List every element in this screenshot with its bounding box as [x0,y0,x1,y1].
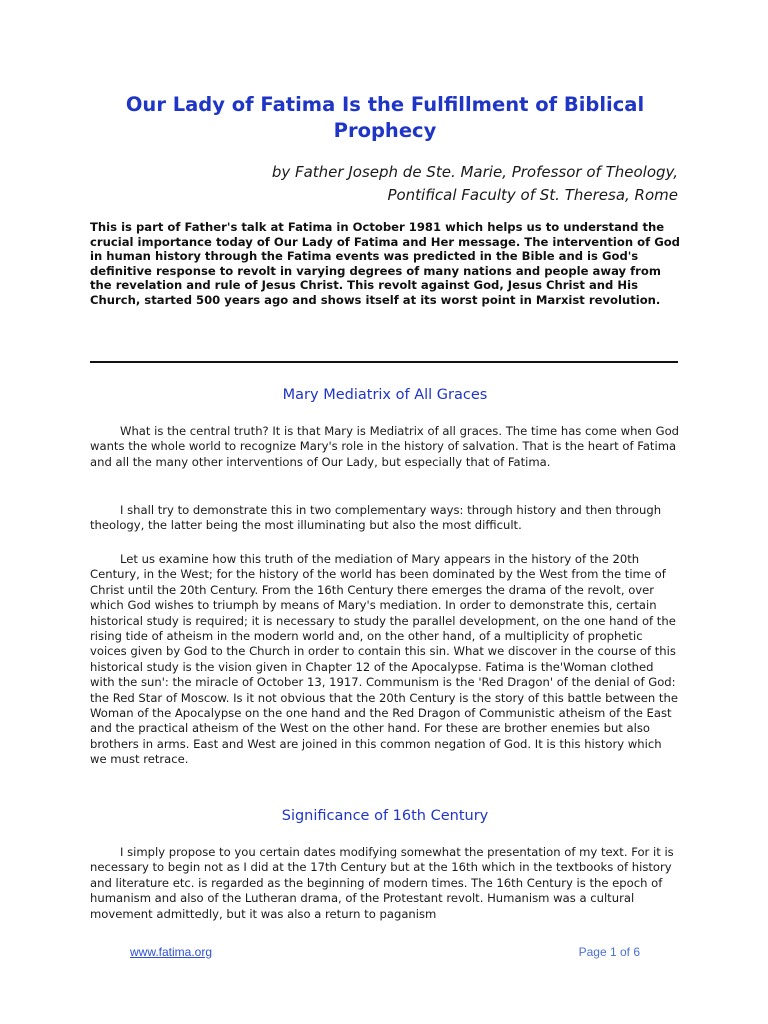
footer-website-link[interactable]: www.fatima.org [130,945,213,959]
horizontal-divider [90,361,678,363]
body-paragraph: I shall try to demonstrate this in two complementary ways: through history and then through theology, the latter being the most illuminating but also the most difficult. [90,503,662,533]
byline-line-2: Pontifical Faculty of St. Theresa, Rome [387,186,678,204]
intro-summary: This is part of Father's talk at Fatima in October 1981 which helps us to understand the crucial importance today of Our Lady of Fatima and Her message. The intervention of God in human history through the Fatima events was predicted in the Bible and is God's definitive response to revolt in varying degrees of many nations and people away from the revelation and rule of Jesus Christ. This revolt against God, Jesus Christ and His Church, started 500 years ago and shows itself at its worst point in Marxist revolution. [90,220,680,307]
page-number: Page 1 of 6 [578,945,640,959]
section-heading-mary-mediatrix: Mary Mediatrix of All Graces [282,387,488,403]
body-paragraph: I simply propose to you certain dates modifying somewhat the presentation of my text. For it is necessary to begin not as I did at the 17th Century but at the 16th which in the textbooks of history and literature etc. is regarded as the beginning of modern times. The 16th Century is the epoch of humanism and also of the Lutheran drama, of the Protestant revolt. Humanism was a cultural movement admittedly, but it was also a return to paganism [90,845,674,921]
body-paragraph: What is the central truth? It is that Mary is Mediatrix of all graces. The time has come when God wants the whole world to recognize Mary's role in the history of salvation. That is the heart of Fatima and all the many other interventions of Our Lady, but especially that of Fatima. [90,424,680,469]
page-title: Our Lady of Fatima Is the Fulfillment of Biblical Prophecy [125,93,645,142]
byline [118,161,678,207]
byline-line-1: by Father Joseph de Ste. Marie, Professor of Theology, [271,163,678,181]
section-heading-16th-century: Significance of 16th Century [281,808,489,824]
body-paragraph: Let us examine how this truth of the mediation of Mary appears in the history of the 20th Century, in the West; for the history of the world has been dominated by the West from the time of Christ until the 20th Century. From the 16th Century there emerges the drama of the revolt, over which God wishes to triumph by means of Mary's mediation. In order to demonstrate this, certain historical study is required; it is necessary to study the parallel development, on the one hand of the rising tide of atheism in the modern world and, on the other hand, of a multiplicity of prophetic voices given by God to the Church in order to contain this sin. What we discover in the course of this historical study is the vision given in Chapter 12 of the Apocalypse. Fatima is the'Woman clothed with the sun': the miracle of October 13, 1917. Communism is the 'Red Dragon' of the denial of God: the Red Star of Moscow. Is it not obvious that the 20th Century is the story of this battle between the Woman of the Apocalypse on the one hand and the Red Dragon of Communistic atheism of the East and the practical atheism of the West on the other hand. For these are brother enemies but also brothers in arms. East and West are joined in this common negation of God. It is this history which we must retrace. [90,552,678,767]
